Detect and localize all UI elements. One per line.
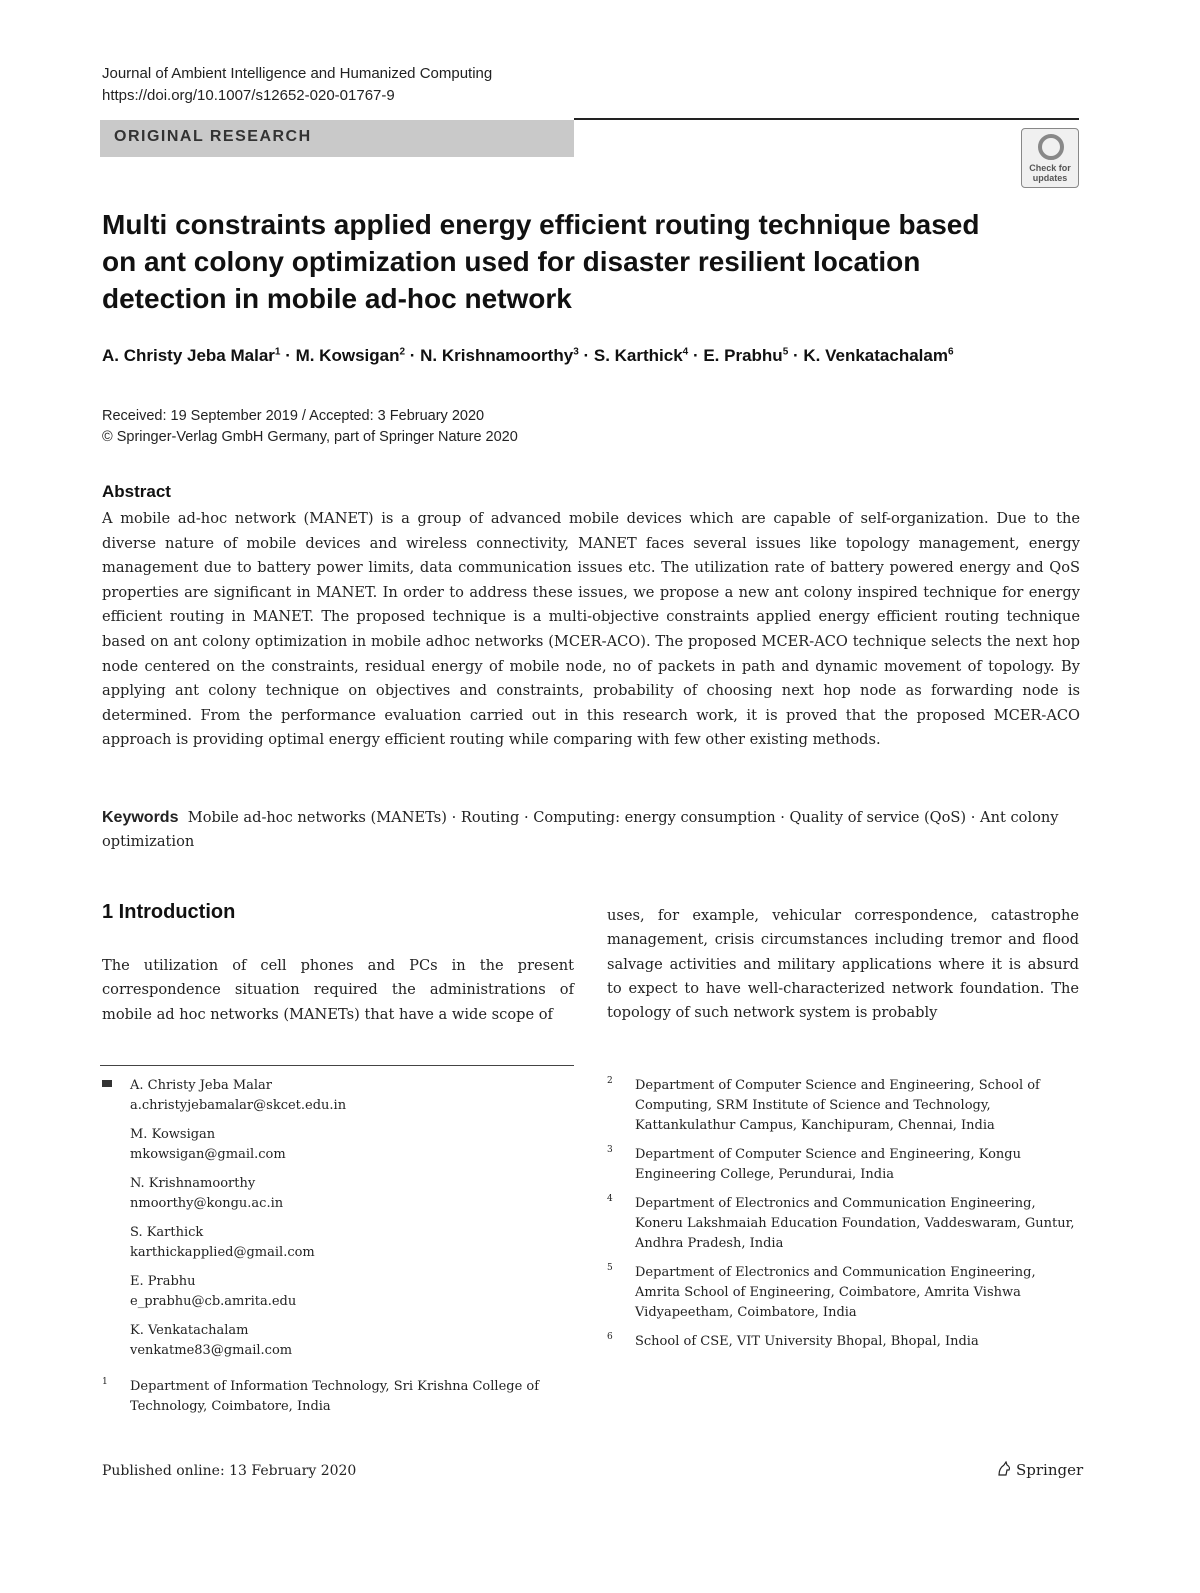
contact-email[interactable]: venkatme83@gmail.com (130, 1343, 293, 1358)
contact-entry (102, 1272, 572, 1312)
author-sup: 4 (682, 346, 689, 358)
contact-name: M. Kowsigan (130, 1127, 216, 1142)
author-sup: 3 (573, 346, 579, 358)
contact-name: E. Prabhu (130, 1274, 196, 1289)
published-date: Published online: 13 February 2020 (102, 1463, 357, 1479)
contact-entry (102, 1076, 572, 1116)
affiliation-text: School of CSE, VIT University Bhopal, Bhopal, India (635, 1334, 979, 1349)
author-list: A. Christy Jeba Malar$^1$ · M. Kowsigan$^2$ · N. Krishnamoorthy$^3$ · S. Karthick$^4$ · E. Prabhu$^5$ · K. Venkatachalam$^6$ (102, 346, 954, 365)
affiliation-number: 2 (607, 1076, 613, 1086)
contact-name: A. Christy Jeba Malar (130, 1078, 273, 1093)
affiliation-text: Department of Computer Science and Engineering, School of Computing, SRM Institute of Science and Technology, Kattankulathur Campus, Kanchipuram, Chennai, India (635, 1078, 1040, 1133)
abstract-text: A mobile ad-hoc network (MANET) is a group of advanced mobile devices which are capable of self-organization. Due to the diverse nature of mobile devices and wireless connectivity, MANET faces several issues like topology management, energy management due to battery power limits, data communication issues etc. The utilization rate of battery powered energy and QoS properties are significant in MANET. In order to address these issues, we propose a new ant colony inspired technique for energy efficient routing in MANET. The proposed technique is a multi-objective constraints applied energy efficient routing technique based on ant colony optimization in mobile adhoc networks (MCER-ACO). The proposed MCER-ACO technique selects the next hop node centered on the constraints, residual energy of mobile node, no of packets in path and dynamic movement of topology. By applying ant colony technique on objectives and constraints, probability of choosing next hop node as forwarding node is determined. From the performance evaluation carried out in this research work, it is proved that the proposed MCER-ACO approach is providing optimal energy efficient routing while comparing with few other existing methods. (102, 510, 1080, 749)
received-accepted: Received: 19 September 2019 / Accepted: 3 February 2020 (102, 408, 485, 424)
affiliation-number: 5 (607, 1263, 613, 1273)
paper-title: Multi constraints applied energy efficient routing technique based on ant colony optimization used for disaster resilient location detection in mobile ad-hoc network (102, 209, 980, 314)
affiliation-text: Department of Information Technology, Sri Krishna College of Technology, Coimbatore, India (130, 1379, 540, 1414)
author-sup: 2 (399, 346, 406, 358)
author-name[interactable]: S. Karthick (593, 346, 683, 365)
affiliation-text: Department of Electronics and Communication Engineering, Koneru Lakshmaiah Education Foundation, Vaddeswaram, Guntur, Andhra Pradesh, India (635, 1196, 1075, 1251)
contact-email[interactable]: a.christyjebamalar@skcet.edu.in (130, 1098, 347, 1113)
contact-entry (102, 1223, 572, 1263)
abstract-heading: Abstract (102, 482, 171, 501)
springer-horse-icon (996, 1461, 1012, 1477)
dates-block (102, 406, 518, 448)
contact-email[interactable]: nmoorthy@kongu.ac.in (130, 1196, 284, 1211)
article-type: ORIGINAL RESEARCH (114, 128, 312, 145)
affiliation-item (607, 1145, 1077, 1185)
affiliation-number: 1 (102, 1377, 108, 1387)
affiliation-item (607, 1263, 1077, 1323)
affiliation-item (102, 1377, 572, 1417)
author-name[interactable]: M. Kowsigan (295, 346, 400, 365)
section-heading: 1 Introduction (102, 901, 236, 923)
corresponding-contacts (102, 1076, 572, 1426)
contact-email[interactable]: e_prabhu@cb.amrita.edu (130, 1294, 297, 1309)
contact-entry (102, 1174, 572, 1214)
affiliation-text: Department of Electronics and Communication Engineering, Amrita School of Engineering, Coimbatore, Amrita Vishwa Vidyapeetham, Coimbatore, India (635, 1265, 1036, 1320)
affiliation-number: 3 (607, 1145, 613, 1155)
affiliation-item (607, 1076, 1077, 1136)
footnote-rule (100, 1065, 574, 1066)
affiliation-item (607, 1332, 1077, 1352)
affiliations-right (607, 1076, 1077, 1361)
publisher-name: Springer (1016, 1461, 1084, 1479)
affiliation-number: 6 (607, 1332, 613, 1342)
doi-link[interactable]: https://doi.org/10.1007/s12652-020-01767-9 (102, 87, 395, 104)
header-rule (574, 118, 1079, 120)
contact-entry (102, 1125, 572, 1165)
envelope-icon (102, 1080, 112, 1087)
contact-email[interactable]: mkowsigan@gmail.com (130, 1147, 286, 1162)
author-sup: 5 (782, 346, 789, 358)
contact-name: S. Karthick (130, 1225, 204, 1240)
author-name[interactable]: E. Prabhu (703, 346, 783, 365)
intro-column-right: uses, for example, vehicular correspondence, catastrophe management, crisis circumstances including tremor and flood salvage activities and military applications where it is absurd to expect to have well-characterized network foundation. The topology of such network system is probably (607, 907, 1079, 1022)
contact-entry (102, 1321, 572, 1361)
copyright: © Springer-Verlag GmbH Germany, part of Springer Nature 2020 (102, 429, 518, 445)
journal-header (102, 63, 492, 107)
contact-name: K. Venkatachalam (130, 1323, 249, 1338)
affiliation-number: 4 (607, 1194, 613, 1204)
contact-email[interactable]: karthickapplied@gmail.com (130, 1245, 315, 1260)
author-name[interactable]: N. Krishnamoorthy (420, 346, 574, 365)
author-sup: 6 (947, 346, 954, 358)
publisher-logo (996, 1461, 1083, 1479)
affiliation-item (607, 1194, 1077, 1254)
affiliation-text: Department of Computer Science and Engineering, Kongu Engineering College, Perundurai, India (635, 1147, 1021, 1182)
keywords-label: Keywords (102, 809, 179, 826)
badge-label: Check for updates (1029, 163, 1071, 183)
keywords (102, 806, 1080, 854)
contact-name: N. Krishnamoorthy (130, 1176, 256, 1191)
journal-name: Journal of Ambient Intelligence and Humanized Computing (102, 65, 493, 82)
intro-column-left: The utilization of cell phones and PCs in the present correspondence situation required the administrations of mobile ad hoc networks (MANETs) that have a wide scope of (102, 957, 574, 1023)
check-for-updates-badge[interactable] (1021, 128, 1079, 188)
author-name[interactable]: A. Christy Jeba Malar (102, 346, 275, 365)
keywords-list: Mobile ad-hoc networks (MANETs) · Routing · Computing: energy consumption · Quality of service (QoS) · Ant colony optimization (102, 809, 1059, 850)
update-icon (1038, 134, 1064, 160)
author-sup: 1 (274, 346, 281, 358)
author-name[interactable]: K. Venkatachalam (803, 346, 948, 365)
